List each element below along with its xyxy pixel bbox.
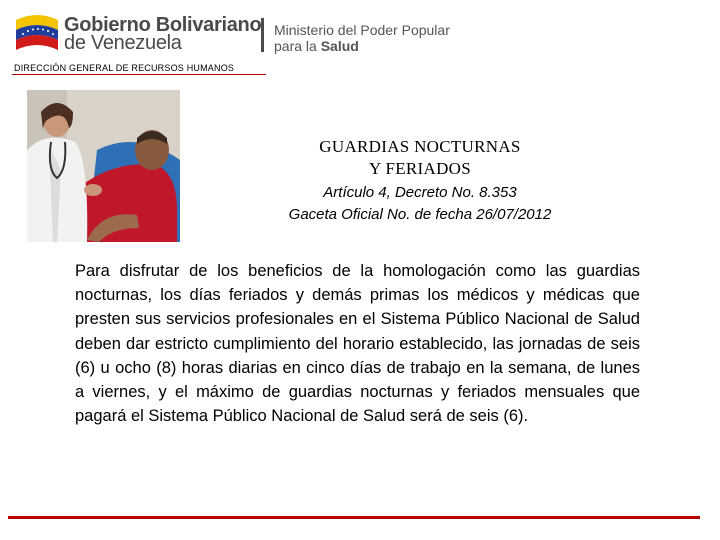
ministry-name-line2-bold: Salud	[320, 38, 359, 54]
ministry-name	[274, 22, 450, 54]
title-block	[260, 136, 580, 226]
department-underline	[12, 74, 266, 75]
ministry-name-line2-prefix: para la	[274, 38, 321, 54]
government-name-line1: Gobierno Bolivariano	[64, 14, 262, 36]
ministry-name-line2	[274, 38, 450, 54]
header-divider	[261, 18, 264, 52]
header	[0, 0, 720, 62]
doctor-patient-photo	[27, 90, 180, 242]
government-name-line2: de Venezuela	[64, 32, 182, 54]
venezuela-flag-icon	[14, 12, 60, 54]
legal-reference-line2: Gaceta Oficial No. de fecha 26/07/2012	[288, 206, 552, 223]
photo-illustration	[27, 90, 180, 242]
body-paragraph: Para disfrutar de los beneficios de la homologación como las guardias nocturnas, los días feriados y demás primas los médicos y médicas que presten sus servicios profesionales en el Sistema Público Nacional de Salud deben dar estricto cumplimiento del horario establecido, las jornadas de seis (6) u ocho (8) horas diarias en cinco días de trabajo en la semana, de lunes a viernes, y el máximo de guardias nocturnas y feriados mensuales que pagará el Sistema Público Nacional de Salud será de seis (6).	[75, 262, 640, 426]
page-title-line1: GUARDIAS NOCTURNAS	[319, 137, 521, 156]
legal-reference-line1: Artículo 4, Decreto No. 8.353	[323, 184, 517, 201]
government-name	[64, 16, 261, 52]
page-title-line2: Y FERIADOS	[368, 159, 472, 178]
footer-divider	[8, 516, 700, 519]
department-label: DIRECCIÓN GENERAL DE RECURSOS HUMANOS	[14, 63, 235, 73]
ministry-name-line1: Ministerio del Poder Popular	[274, 22, 450, 38]
